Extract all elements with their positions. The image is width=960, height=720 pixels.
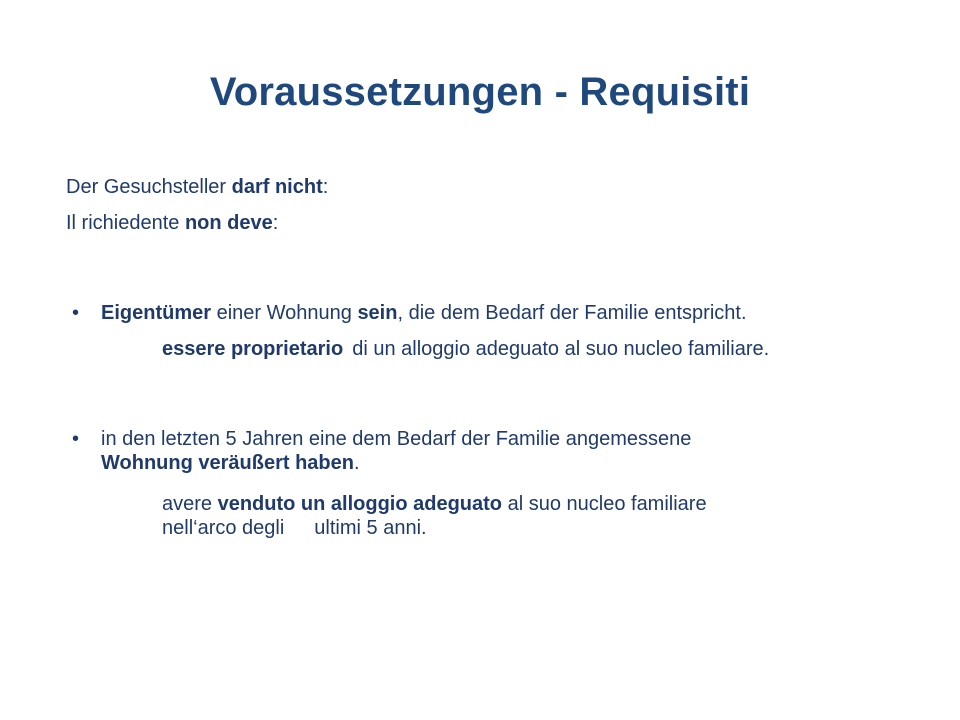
intro-italian-emphasis: non deve	[184, 212, 273, 234]
item-2-italian-line-1	[162, 493, 707, 516]
item-1-german-text-2: , die dem Bedarf der Familie entspricht.	[397, 302, 747, 324]
intro-german-text: Der Gesuchsteller	[66, 176, 232, 198]
item-2-italian-line-2	[162, 517, 427, 540]
intro-italian	[66, 212, 278, 235]
item-2-german-bold: Wohnung veräußert haben	[101, 452, 354, 474]
item-1-italian-text: di un alloggio adeguato al suo nucleo familiare.	[352, 338, 770, 360]
item-2-italian-bold: venduto un alloggio adeguato	[217, 493, 503, 515]
item-1-german-bold-1: Eigentümer	[101, 302, 212, 324]
item-2-italian-text-1: avere	[162, 493, 218, 515]
intro-german	[66, 176, 328, 199]
intro-italian-colon: :	[272, 212, 279, 234]
item-2-german-line-1: in den letzten 5 Jahren eine dem Bedarf der Familie angemessene	[101, 428, 692, 450]
item-1-german	[101, 302, 747, 325]
item-2-italian-text-2: al suo nucleo familiare	[502, 493, 707, 515]
item-1-italian	[162, 338, 769, 361]
bullet-marker: •	[72, 302, 80, 324]
item-1-italian-bold: essere proprietario	[162, 338, 344, 360]
intro-german-colon: :	[322, 176, 329, 198]
intro-german-emphasis: darf nicht	[231, 176, 323, 198]
intro-italian-text: Il richiedente	[66, 212, 185, 234]
slide-title: Voraussetzungen - Requisiti	[209, 70, 751, 114]
item-2-german-period: .	[353, 452, 360, 474]
item-1-german-text-1: einer Wohnung	[211, 302, 358, 324]
bullet-marker: •	[72, 428, 80, 450]
item-2-german-line-2	[101, 452, 360, 475]
item-2-italian-text-3: nell‘arco degli	[162, 517, 285, 539]
item-2-italian-text-4: ultimi 5 anni.	[314, 517, 427, 539]
item-1-german-bold-2: sein	[357, 302, 398, 324]
